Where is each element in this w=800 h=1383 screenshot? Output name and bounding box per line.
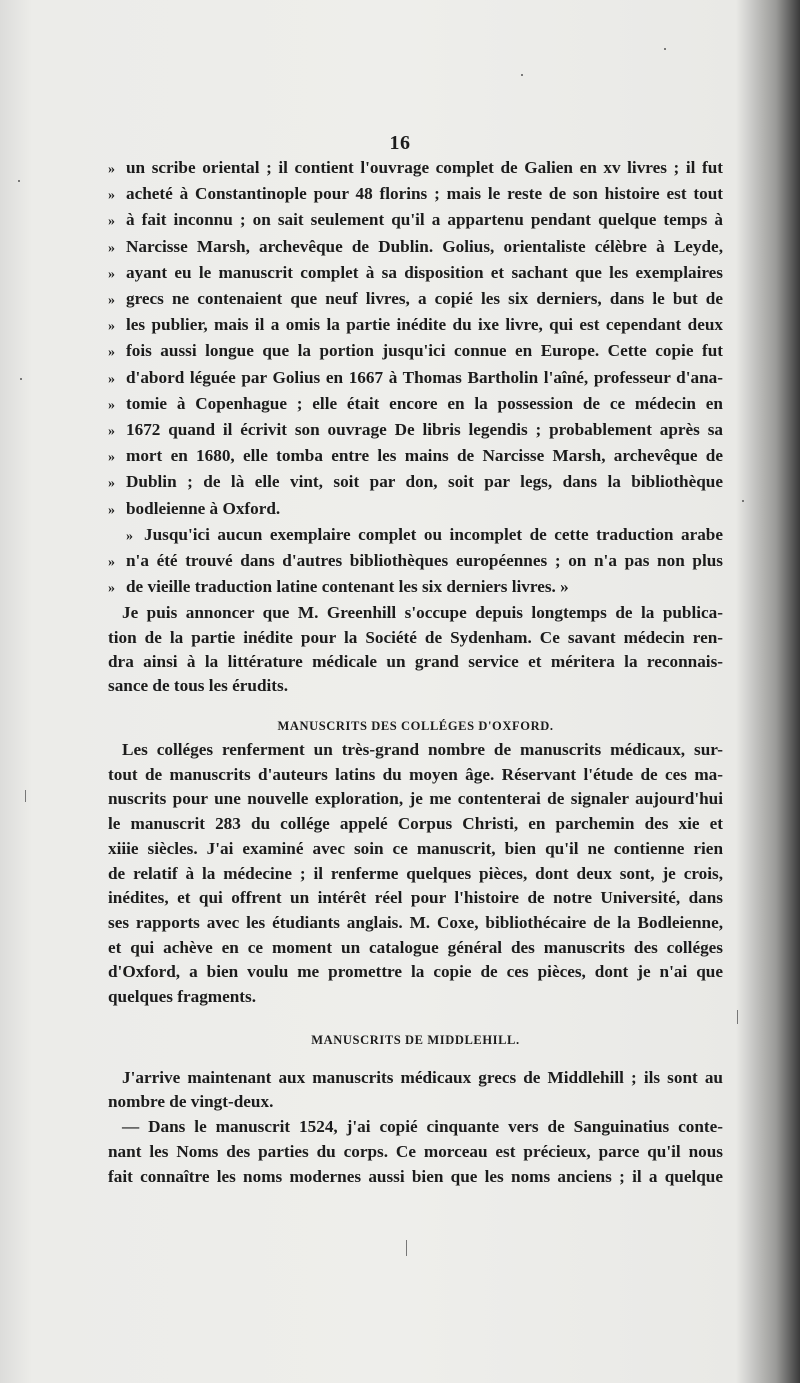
quote-mark: »: [108, 162, 115, 177]
quote-line: [108, 418, 723, 444]
quote-line-text: 1672 quand il écrivit son ouvrage De libris legendis ; probablement après sa: [126, 420, 723, 440]
paragraph-line: J'arrive maintenant aux manuscrits médicaux grecs de Middlehill ; ils sont au: [122, 1067, 723, 1087]
quote-line-text: ayant eu le manuscrit complet à sa disposition et sachant que les exemplaires: [126, 262, 723, 282]
quote-mark: »: [108, 214, 115, 230]
quote-mark: »: [108, 476, 115, 492]
quote-line-text: Narcisse Marsh, archevêque de Dublin. Golius, orientaliste célèbre à Leyde,: [126, 236, 723, 256]
quote-line: [108, 208, 723, 234]
quote-line: [108, 261, 723, 287]
quote-line: [108, 549, 723, 575]
quote-line: [108, 313, 723, 339]
scan-speck: [521, 74, 523, 76]
paragraph-line: — Dans le manuscrit 1524, j'ai copié cinquante vers de Sanguinatius conte-: [122, 1117, 723, 1137]
paragraph-line: Je puis annoncer que M. Greenhill s'occupe depuis longtemps de la publica-: [122, 603, 723, 623]
paragraph-line: d'Oxford, a bien voulu me promettre la copie de ces pièces, dont je n'ai que: [108, 962, 723, 982]
paragraph-line: et qui achève en ce moment un catalogue général des manuscrits des colléges: [108, 937, 723, 957]
paragraph-line: nuscrits pour une nouvelle exploration, je me contenterai de signaler aujourd'hui: [108, 789, 723, 809]
quote-line: [108, 339, 723, 365]
lower-text-block: [108, 738, 723, 1189]
quote-line: [108, 235, 723, 261]
paragraph-line: nant les Noms des parties du corps. Ce morceau est précieux, parce qu'il nous: [108, 1141, 723, 1161]
quote-mark: »: [108, 293, 115, 309]
page-number: 16: [389, 132, 411, 154]
quote-mark: »: [108, 345, 115, 361]
quote-line: [108, 497, 723, 523]
quote-line-text: grecs ne contenaient que neuf livres, a copié les six derniers, dans le but de: [126, 289, 723, 309]
paragraph-line: quelques fragments.: [108, 987, 257, 1007]
quote-line-text: Jusqu'ici aucun exemplaire complet ou incomplet de cette traduction arabe: [144, 524, 723, 544]
paragraph-line: tout de manuscrits d'auteurs latins du moyen âge. Réservant l'étude de ces ma-: [108, 764, 723, 784]
scan-speck: [20, 378, 22, 380]
quote-line: [108, 182, 723, 208]
quoted-passage: [108, 156, 723, 601]
section-heading-middlehill: MANUSCRITS DE MIDDLEHILL.: [311, 1032, 520, 1047]
quote-line-text: d'abord léguée par Golius en 1667 à Thomas Bartholin l'aîné, professeur d'ana-: [126, 367, 723, 387]
quote-mark: »: [108, 240, 115, 256]
quote-mark: »: [108, 502, 115, 518]
quote-line-text: tomie à Copenhague ; elle était encore en la possession de ce médecin en: [126, 393, 723, 413]
quote-line-text: mort en 1680, elle tomba entre les mains de Narcisse Marsh, archevêque de: [126, 446, 723, 466]
quote-line-text: bodleienne à Oxford.: [126, 498, 281, 518]
quote-mark: »: [108, 424, 115, 440]
quote-line: [108, 287, 723, 313]
paragraph-line: sance de tous les érudits.: [108, 676, 288, 696]
paragraph-line: fait connaître les noms modernes aussi bien que les noms anciens ; il a quelque: [108, 1166, 723, 1186]
quote-line-text: les publier, mais il a omis la partie inédite du ixe livre, qui est cependant deux: [126, 315, 723, 335]
paragraph-manuscript-1524: [108, 1115, 723, 1189]
quote-line: [108, 156, 723, 182]
quote-mark: »: [108, 450, 115, 466]
quote-line-text: acheté à Constantinople pour 48 florins ; mais le reste de son histoire est tout: [126, 184, 723, 204]
quote-line-text: Dublin ; de là elle vint, soit par don, soit par legs, dans la bibliothèque: [126, 472, 723, 492]
paragraph-line: xiiie siècles. J'ai examiné avec soin ce manuscrit, bien qu'il ne contienne rien: [108, 838, 723, 858]
quote-line-text: un scribe oriental ; il contient l'ouvrage complet de Galien en xv livres ; il fut: [126, 158, 723, 177]
quote-mark: »: [108, 371, 115, 387]
scan-speck: [742, 500, 744, 502]
quote-line: [108, 366, 723, 392]
paragraph-line: tion de la partie inédite pour la Société de Sydenham. Ce savant médecin ren-: [108, 627, 723, 647]
paragraph-line: inédites, et qui offrent un intérêt réel pour l'histoire de notre Université, dans: [108, 888, 723, 908]
quote-mark: »: [108, 581, 115, 597]
quote-line-text: à fait inconnu ; on sait seulement qu'il a appartenu pendant quelque temps à: [126, 210, 723, 230]
quote-line: [108, 523, 723, 549]
quote-line: [108, 444, 723, 470]
quote-line: [108, 470, 723, 496]
scan-mark: [737, 1010, 738, 1024]
scan-speck: [18, 180, 20, 182]
quote-line-text: fois aussi longue que la portion jusqu'ici connue en Europe. Cette copie fut: [126, 341, 723, 361]
paragraph-line: dra ainsi à la littérature médicale un grand service et méritera la reconnais-: [108, 651, 723, 671]
paragraph-line: Les colléges renferment un très-grand nombre de manuscrits médicaux, sur-: [122, 740, 723, 759]
quote-mark: »: [108, 397, 115, 413]
paragraph-middlehill: [108, 1066, 723, 1115]
quote-mark: »: [108, 266, 115, 282]
section-heading-oxford: MANUSCRITS DES COLLÉGES D'OXFORD.: [277, 719, 554, 734]
scan-speck: [664, 48, 666, 50]
paragraph-line: ses rapports avec les étudiants anglais. M. Coxe, bibliothécaire de la Bodleienne,: [108, 912, 723, 932]
paragraph-line: le manuscrit 283 du collége appelé Corpus Christi, en parchemin des xie et: [108, 814, 723, 834]
quote-line: [108, 575, 723, 601]
quote-line-text: de vieille traduction latine contenant les six derniers livres. »: [126, 577, 569, 597]
quote-mark: »: [108, 555, 115, 571]
quote-line-text: n'a été trouvé dans d'autres bibliothèques européennes ; on n'a pas non plus: [126, 551, 723, 571]
quote-mark: »: [108, 188, 115, 204]
paragraph-oxford: [108, 738, 723, 1010]
paragraph-line: nombre de vingt-deux.: [108, 1092, 274, 1112]
scan-mark: [406, 1240, 407, 1256]
paragraph-line: de relatif à la médecine ; il renferme quelques pièces, dont deux sont, je crois,: [108, 863, 723, 883]
upper-text-block: [108, 156, 723, 752]
paragraph-greenhill: [108, 601, 723, 698]
quote-mark: »: [108, 319, 115, 335]
quote-mark: »: [126, 528, 133, 544]
quote-line: [108, 392, 723, 418]
scan-mark: [25, 790, 26, 802]
